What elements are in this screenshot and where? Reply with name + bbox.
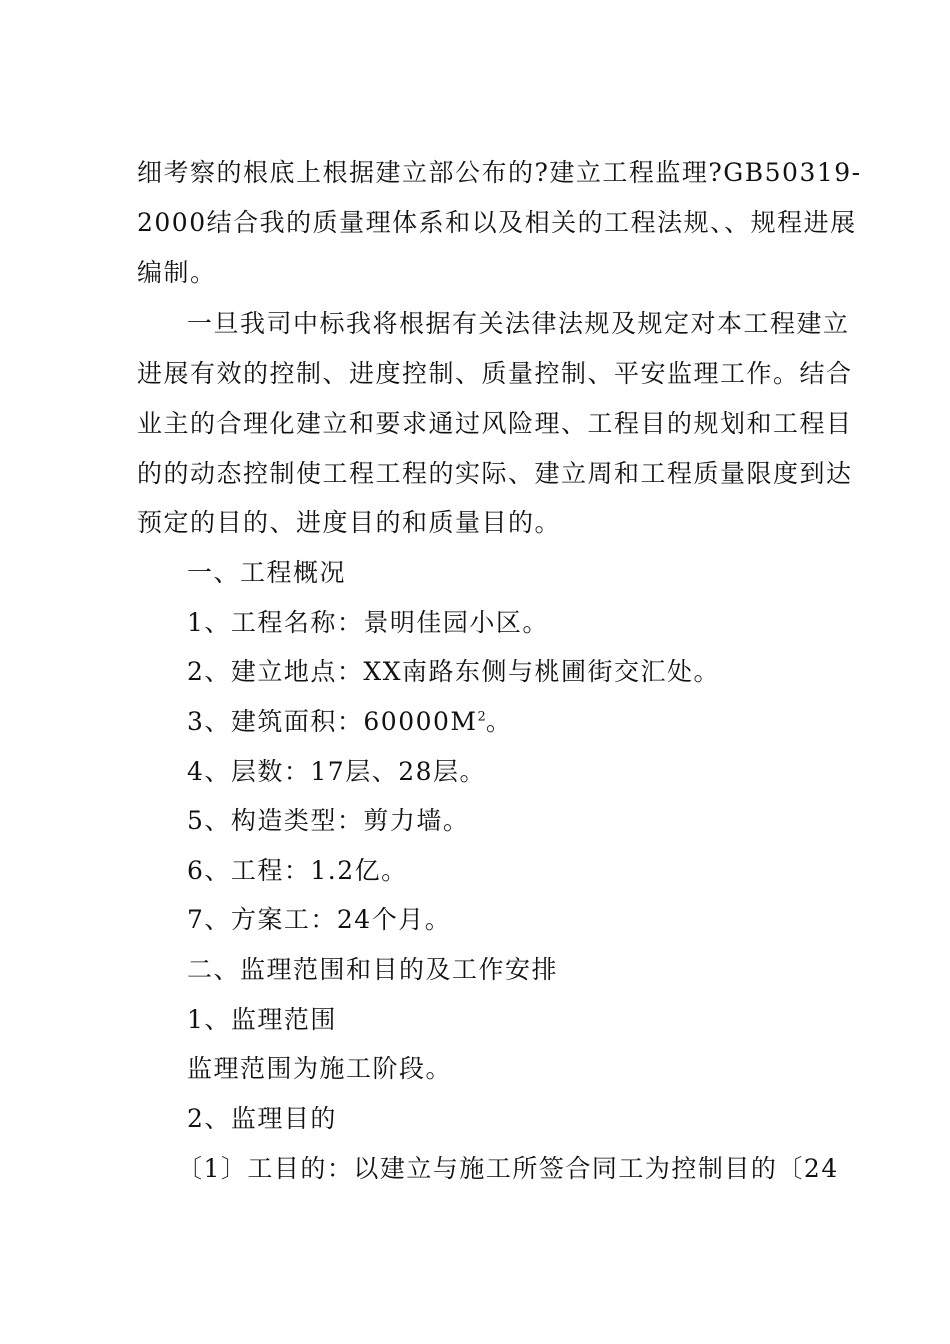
para2-line3: 业主的合理化建立和要求通过风险理、工程目的规划和工程目 — [137, 409, 853, 438]
goal-item-1: 〔1〕工目的：以建立与施工所签合同工为控制目的〔24 — [177, 1154, 839, 1183]
overview-item-2: 2、建立地点：XX南路东侧与桃圃街交汇处。 — [187, 657, 721, 686]
scope-text: 监理范围为施工阶段。 — [187, 1054, 453, 1083]
para2-line5: 预定的目的、进度目的和质量目的。 — [137, 508, 562, 537]
overview-item-5: 5、构造类型：剪力墙。 — [187, 806, 470, 835]
para2-line1: 一旦我司中标我将根据有关法律法规及规定对本工程建立 — [187, 309, 850, 338]
para2-line2: 进展有效的控制、进度控制、质量控制、平安监理工作。结合 — [137, 359, 853, 388]
scope-heading: 1、监理范围 — [187, 1005, 337, 1034]
overview-item-3-text: 3、建筑面积：60000M — [187, 707, 478, 736]
overview-item-3-superscript: 2 — [477, 709, 486, 725]
overview-item-3-end: 。 — [485, 707, 513, 736]
overview-item-7: 7、方案工：24个月。 — [187, 905, 452, 934]
overview-item-4: 4、层数：17层、28层。 — [187, 757, 487, 786]
overview-item-3 — [187, 707, 887, 737]
section1-heading: 一、工程概况 — [187, 558, 347, 587]
section2-heading: 二、监理范围和目的及工作安排 — [187, 955, 559, 984]
para1-line3: 编制。 — [137, 258, 217, 287]
para2-line4: 的的动态控制使工程工程的实际、建立周和工程质量限度到达 — [137, 459, 853, 488]
goal-heading: 2、监理目的 — [187, 1104, 337, 1133]
para1-line2: 2000结合我的质量理体系和以及相关的工程法规、、规程进展 — [137, 208, 857, 237]
overview-item-6: 6、工程：1.2亿。 — [187, 856, 408, 885]
overview-item-1: 1、工程名称：景明佳园小区。 — [187, 608, 549, 637]
para1-line1: 细考察的根底上根据建立部公布的?建立工程监理?GB50319- — [137, 158, 862, 187]
